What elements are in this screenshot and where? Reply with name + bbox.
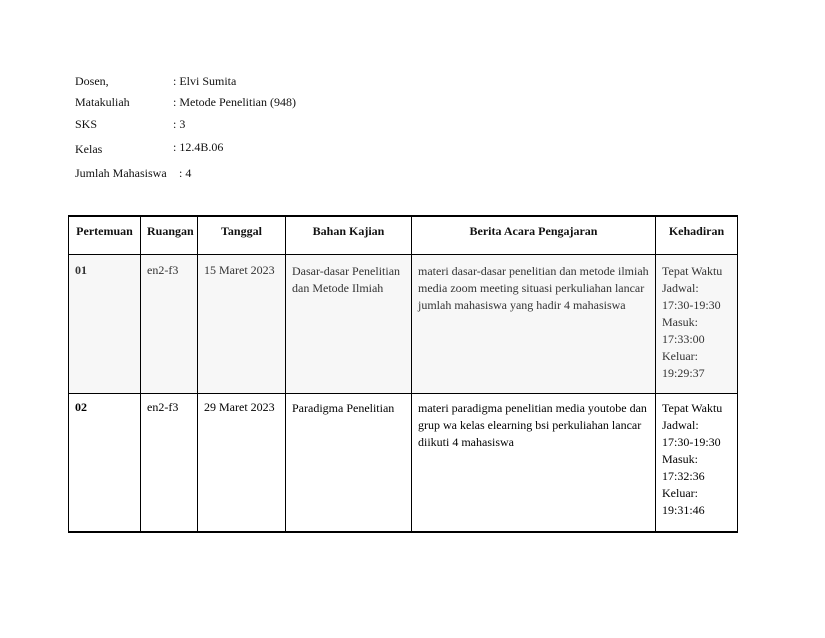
kehadiran-keluar-value: 19:31:46 — [662, 502, 705, 517]
kehadiran-jadwal-label: Jadwal: — [662, 417, 699, 432]
cell-kehadiran — [656, 254, 738, 393]
sks-value: : 3 — [173, 117, 186, 131]
header-ruangan: Ruangan — [141, 216, 198, 254]
kehadiran-keluar-label: Keluar: — [662, 348, 698, 363]
header-tanggal: Tanggal — [198, 216, 286, 254]
kehadiran-status: Tepat Waktu — [662, 400, 723, 415]
matakuliah-label: Matakuliah — [75, 95, 130, 109]
cell-berita-acara: materi paradigma penelitian media youtobe dan grup wa kelas elearning bsi perkuliahan lancar diikuti 4 mahasiswa — [412, 393, 656, 532]
cell-ruangan: en2-f3 — [141, 393, 198, 532]
kehadiran-masuk-value: 17:33:00 — [662, 331, 705, 346]
cell-pertemuan: 01 — [69, 254, 141, 393]
cell-kehadiran — [656, 393, 738, 532]
cell-bahan-kajian: Paradigma Penelitian — [286, 393, 412, 532]
kehadiran-masuk-label: Masuk: — [662, 314, 698, 329]
kehadiran-keluar-value: 19:29:37 — [662, 365, 705, 380]
dosen-value: : Elvi Sumita — [173, 74, 237, 88]
table-header-row — [69, 216, 738, 254]
table-row — [69, 393, 738, 532]
cell-bahan-kajian: Dasar-dasar Penelitian dan Metode Ilmiah — [286, 254, 412, 393]
kehadiran-status: Tepat Waktu — [662, 263, 723, 278]
cell-berita-acara: materi dasar-dasar penelitian dan metode ilmiah media zoom meeting situasi perkuliahan lancar jumlah mahasiswa yang hadir 4 mahasiswa — [412, 254, 656, 393]
kehadiran-masuk-value: 17:32:36 — [662, 468, 705, 483]
header-bahan-kajian: Bahan Kajian — [286, 216, 412, 254]
kehadiran-keluar-label: Keluar: — [662, 485, 698, 500]
dosen-label: Dosen, — [75, 74, 109, 88]
sks-label: SKS — [75, 117, 98, 131]
kehadiran-jadwal-label: Jadwal: — [662, 280, 699, 295]
matakuliah-value: : Metode Penelitian (948) — [173, 95, 296, 109]
jumlah-mahasiswa-value: : 4 — [179, 166, 192, 180]
header-berita-acara: Berita Acara Pengajaran — [412, 216, 656, 254]
cell-tanggal: 15 Maret 2023 — [198, 254, 286, 393]
attendance-table — [68, 215, 738, 533]
table-row — [69, 254, 738, 393]
kelas-label: Kelas — [75, 142, 103, 156]
cell-tanggal: 29 Maret 2023 — [198, 393, 286, 532]
cell-ruangan: en2-f3 — [141, 254, 198, 393]
kelas-value: : 12.4B.06 — [173, 140, 224, 154]
kehadiran-jadwal-value: 17:30-19:30 — [662, 434, 721, 449]
kehadiran-jadwal-value: 17:30-19:30 — [662, 297, 721, 312]
jumlah-mahasiswa-label: Jumlah Mahasiswa — [75, 166, 167, 180]
header-pertemuan: Pertemuan — [69, 216, 141, 254]
header-kehadiran: Kehadiran — [656, 216, 738, 254]
kehadiran-masuk-label: Masuk: — [662, 451, 698, 466]
cell-pertemuan: 02 — [69, 393, 141, 532]
